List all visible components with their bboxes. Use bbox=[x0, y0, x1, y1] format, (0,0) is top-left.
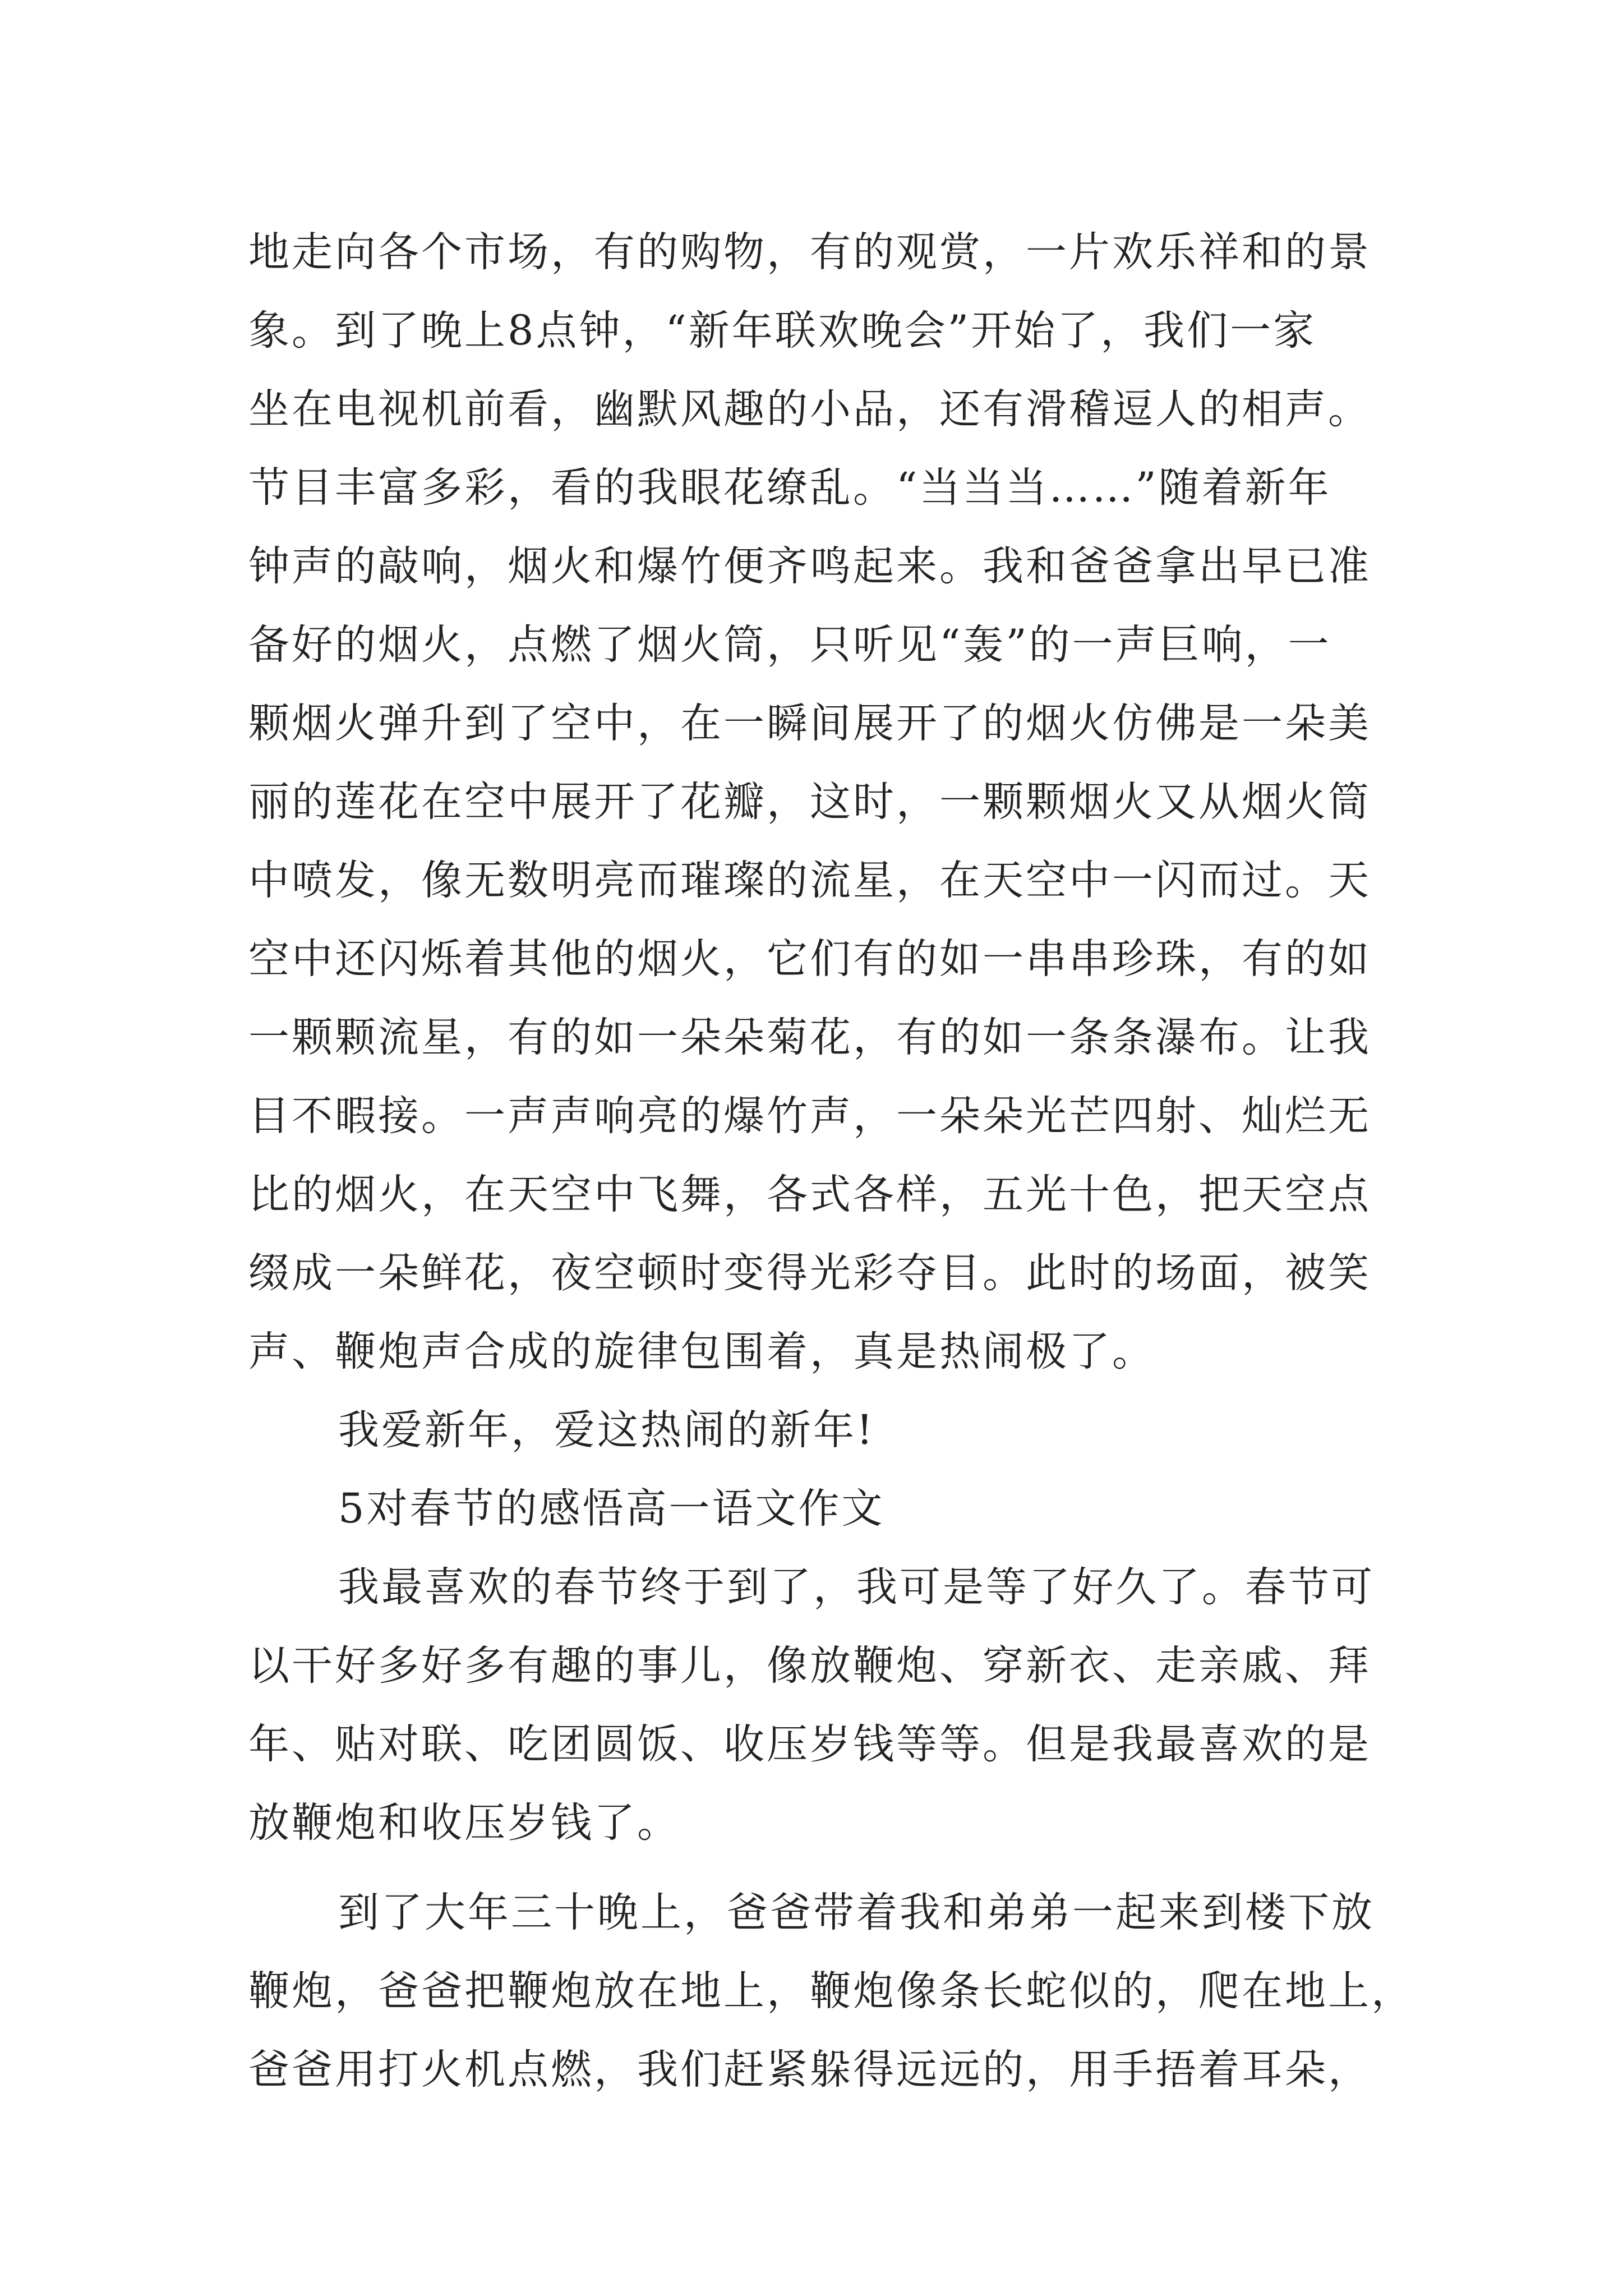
text-line: 中喷发，像无数明亮而璀璨的流星，在天空中一闪而过。天 bbox=[248, 857, 1371, 904]
text-line: 放鞭炮和收压岁钱了。 bbox=[248, 1799, 680, 1847]
text-line: 目不暇接。一声声响亮的爆竹声，一朵朵光芒四射、灿烂无 bbox=[248, 1092, 1371, 1140]
text-line: 比的烟火，在天空中飞舞，各式各样，五光十色，把天空点 bbox=[248, 1171, 1371, 1218]
text-line: 空中还闪烁着其他的烟火，它们有的如一串串珍珠，有的如 bbox=[248, 935, 1371, 983]
text-line: 我最喜欢的春节终于到了，我可是等了好久了。春节可 bbox=[338, 1563, 1375, 1611]
text-line: 颗烟火弹升到了空中，在一瞬间展开了的烟火仿佛是一朵美 bbox=[248, 700, 1371, 747]
text-line: 象。到了晚上8点钟，“新年联欢晚会”开始了，我们一家 bbox=[248, 307, 1317, 355]
text-line: 丽的莲花在空中展开了花瓣，这时，一颗颗烟火又从烟火筒 bbox=[248, 778, 1371, 826]
text-line: 爸爸用打火机点燃，我们赶紧躲得远远的，用手捂着耳朵， bbox=[248, 2046, 1371, 2093]
text-line: 以干好多好多有趣的事儿，像放鞭炮、穿新衣、走亲戚、拜 bbox=[248, 1642, 1371, 1690]
text-line: 一颗颗流星，有的如一朵朵菊花，有的如一条条瀑布。让我 bbox=[248, 1014, 1371, 1061]
text-line: 我爱新年，爱这热闹的新年! bbox=[338, 1406, 875, 1454]
text-line: 声、鞭炮声合成的旋律包围着，真是热闹极了。 bbox=[248, 1328, 1155, 1375]
text-line: 节目丰富多彩，看的我眼花缭乱。“当当当……”随着新年 bbox=[248, 464, 1331, 512]
text-line: 坐在电视机前看，幽默风趣的小品，还有滑稽逗人的相声。 bbox=[248, 385, 1371, 433]
text-line: 钟声的敲响，烟火和爆竹便齐鸣起来。我和爸爸拿出早已准 bbox=[248, 542, 1371, 590]
text-line: 鞭炮，爸爸把鞭炮放在地上，鞭炮像条长蛇似的，爬在地上， bbox=[248, 1967, 1414, 2015]
document-body bbox=[248, 213, 1414, 2109]
text-line: 缀成一朵鲜花，夜空顿时变得光彩夺目。此时的场面，被笑 bbox=[248, 1249, 1371, 1297]
text-line: 到了大年三十晚上，爸爸带着我和弟弟一起来到楼下放 bbox=[338, 1889, 1375, 1936]
section-heading: 5对春节的感悟高一语文作文 bbox=[338, 1485, 885, 1533]
text-line: 备好的烟火，点燃了烟火筒，只听见“轰”的一声巨响，一 bbox=[248, 621, 1331, 669]
text-line: 地走向各个市场，有的购物，有的观赏，一片欢乐祥和的景 bbox=[248, 228, 1371, 276]
text-line: 年、贴对联、吃团圆饭、收压岁钱等等。但是我最喜欢的是 bbox=[248, 1720, 1371, 1768]
